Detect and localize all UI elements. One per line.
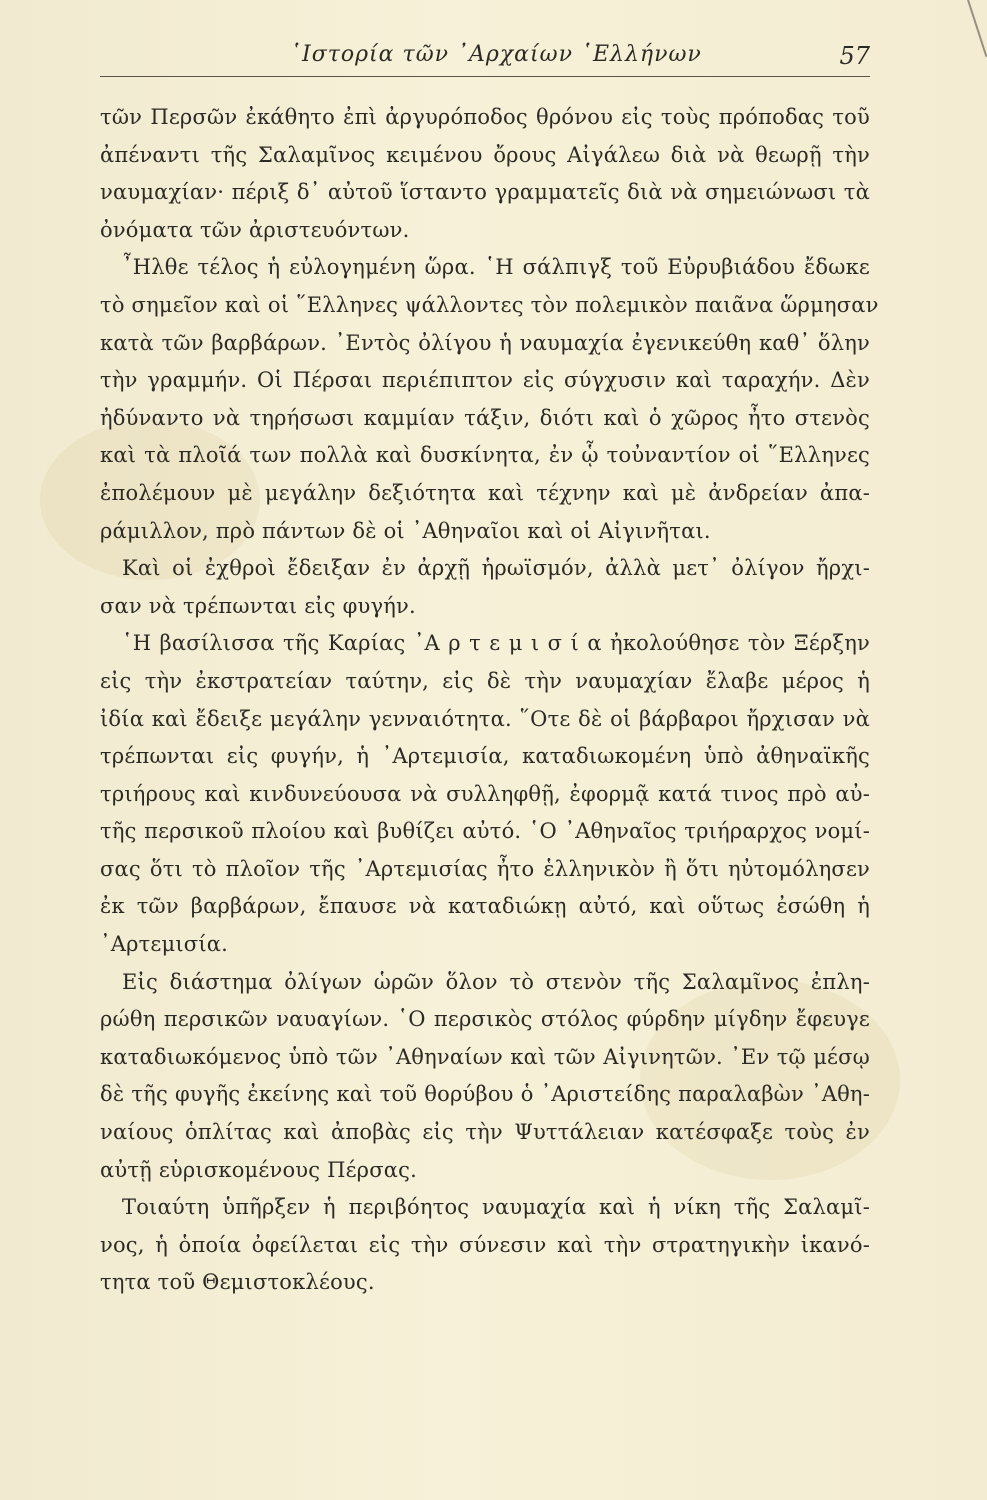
text-line: νος, ἡ ὁποία ὀφείλεται εἰς τὴν σύνεσιν καὶ τὴν στρατηγικὴν ἱκανό- (100, 1232, 870, 1257)
text-line: ράμιλλον, πρὸ πάντων δὲ οἱ ᾽Αθηναῖοι καὶ οἱ Αἰγινῆται. (100, 518, 711, 543)
text-line: καταδιωκόμενος ὑπὸ τῶν ᾽Αθηναίων καὶ τῶν Αἰγινητῶν. ᾽Εν τῷ μέσῳ (100, 1044, 870, 1069)
text-line: ἐπολέμουν μὲ μεγάλην δεξιότητα καὶ τέχνην καὶ μὲ ἀνδρείαν ἀπα- (100, 480, 870, 505)
body-text (100, 99, 879, 1302)
text-line: τὸ σημεῖον καὶ οἱ ῞Ελληνες ψάλλοντες τὸν πολεμικὸν παιᾶνα ὥρμησαν (100, 292, 879, 317)
text-line: ἐκ τῶν βαρβάρων, ἔπαυσε νὰ καταδιώκῃ αὐτό, καὶ οὕτως ἐσώθη ἡ (100, 894, 870, 919)
text-line: δὲ τῆς φυγῆς ἐκείνης καὶ τοῦ θορύβου ὁ ᾽Αριστείδης παραλαβὼν ᾽Αθη- (100, 1082, 870, 1107)
text-line: αὐτῇ εὑρισκομένους Πέρσας. (100, 1157, 417, 1182)
text-line: τριήρους καὶ κινδυνεύουσα νὰ συλληφθῇ, ἐφορμᾷ κατά τινος πρὸ αὐ- (100, 781, 870, 806)
text-line: τῆς περσικοῦ πλοίου καὶ βυθίζει αὐτό. ῾Ο ᾽Αθηναῖος τριήραρχος νομί- (100, 819, 870, 844)
running-title: ῾Ιστορία τῶν ᾽Αρχαίων ῾Ελλήνων (290, 42, 702, 67)
text-line: ναυμαχίαν· πέριξ δ᾽ αὐτοῦ ἵσταντο γραμματεῖς διὰ νὰ σημειώνωσι τὰ (100, 180, 870, 205)
text-line: Εἰς διάστημα ὀλίγων ὡρῶν ὅλον τὸ στενὸν τῆς Σαλαμῖνος ἐπλη- (122, 969, 870, 994)
text-line: ᾽Αρτεμισία. (100, 932, 229, 957)
text-line: ρώθη περσικῶν ναυαγίων. ῾Ο περσικὸς στόλος φύρδην μίγδην ἔφευγε (100, 1007, 870, 1032)
text-line: Καὶ οἱ ἐχθροὶ ἔδειξαν ἐν ἀρχῇ ἡρωϊσμόν, ἀλλὰ μετ᾽ ὀλίγον ἤρχι- (122, 556, 870, 581)
text-line: ἀπέναντι τῆς Σαλαμῖνος κειμένου ὄρους Αἰγάλεω διὰ νὰ θεωρῇ τὴν (100, 142, 870, 167)
text-line: τῶν Περσῶν ἐκάθητο ἐπὶ ἀργυρόποδος θρόνου εἰς τοὺς πρόποδας τοῦ (100, 105, 870, 129)
text-line: Τοιαύτη ὑπῆρξεν ἡ περιβόητος ναυμαχία καὶ ἡ νίκη τῆς Σαλαμῖ- (122, 1195, 870, 1220)
text-line: τὴν γραμμήν. Οἱ Πέρσαι περιέπιπτον εἰς σύγχυσιν καὶ ταραχήν. Δὲν (100, 368, 870, 393)
text-line: σαν νὰ τρέπωνται εἰς φυγήν. (100, 593, 416, 618)
header-rule (100, 76, 870, 77)
text-line: κατὰ τῶν βαρβάρων. ᾽Εντὸς ὀλίγου ἡ ναυμαχία ἐγενικεύθη καθ᾽ ὅλην (100, 330, 870, 355)
page-edge-mark (967, 0, 987, 57)
text-line: ῾Η βασίλισσα τῆς Καρίας ᾽Α ρ τ ε μ ι σ ί α ἠκολούθησε τὸν Ξέρξην (122, 631, 870, 656)
running-header (100, 42, 870, 74)
text-line: ὀνόματα τῶν ἀριστευόντων. (100, 217, 410, 242)
text-line: ῏Ηλθε τέλος ἡ εὐλογημένη ὥρα. ῾Η σάλπιγξ τοῦ Εὐρυβιάδου ἔδωκε (122, 255, 870, 280)
page-number: 57 (839, 42, 870, 70)
text-line: ἰδία καὶ ἔδειξε μεγάλην γενναιότητα. ῞Οτε δὲ οἱ βάρβαροι ἤρχισαν νὰ (100, 706, 870, 731)
text-line: εἰς τὴν ἐκστρατείαν ταύτην, εἰς δὲ τὴν ναυμαχίαν ἔλαβε μέρος ἡ (100, 668, 870, 693)
text-line: καὶ τὰ πλοῖά των πολλὰ καὶ δυσκίνητα, ἐν ᾧ τοὐναντίον οἱ ῞Ελληνες (100, 443, 870, 468)
text-line: ἠδύναντο νὰ τηρήσωσι καμμίαν τάξιν, διότι καὶ ὁ χῶρος ἦτο στενὸς (100, 405, 870, 430)
text-line: τητα τοῦ Θεμιστοκλέους. (100, 1270, 375, 1295)
text-line: ναίους ὁπλίτας καὶ ἀποβὰς εἰς τὴν Ψυττάλειαν κατέσφαξε τοὺς ἐν (100, 1120, 870, 1145)
text-line: σας ὅτι τὸ πλοῖον τῆς ᾽Αρτεμισίας ἦτο ἑλληνικὸν ἢ ὅτι ηὐτομόλησεν (100, 856, 870, 881)
text-line: τρέπωνται εἰς φυγήν, ἡ ᾽Αρτεμισία, καταδιωκομένη ὑπὸ ἀθηναϊκῆς (100, 744, 870, 769)
